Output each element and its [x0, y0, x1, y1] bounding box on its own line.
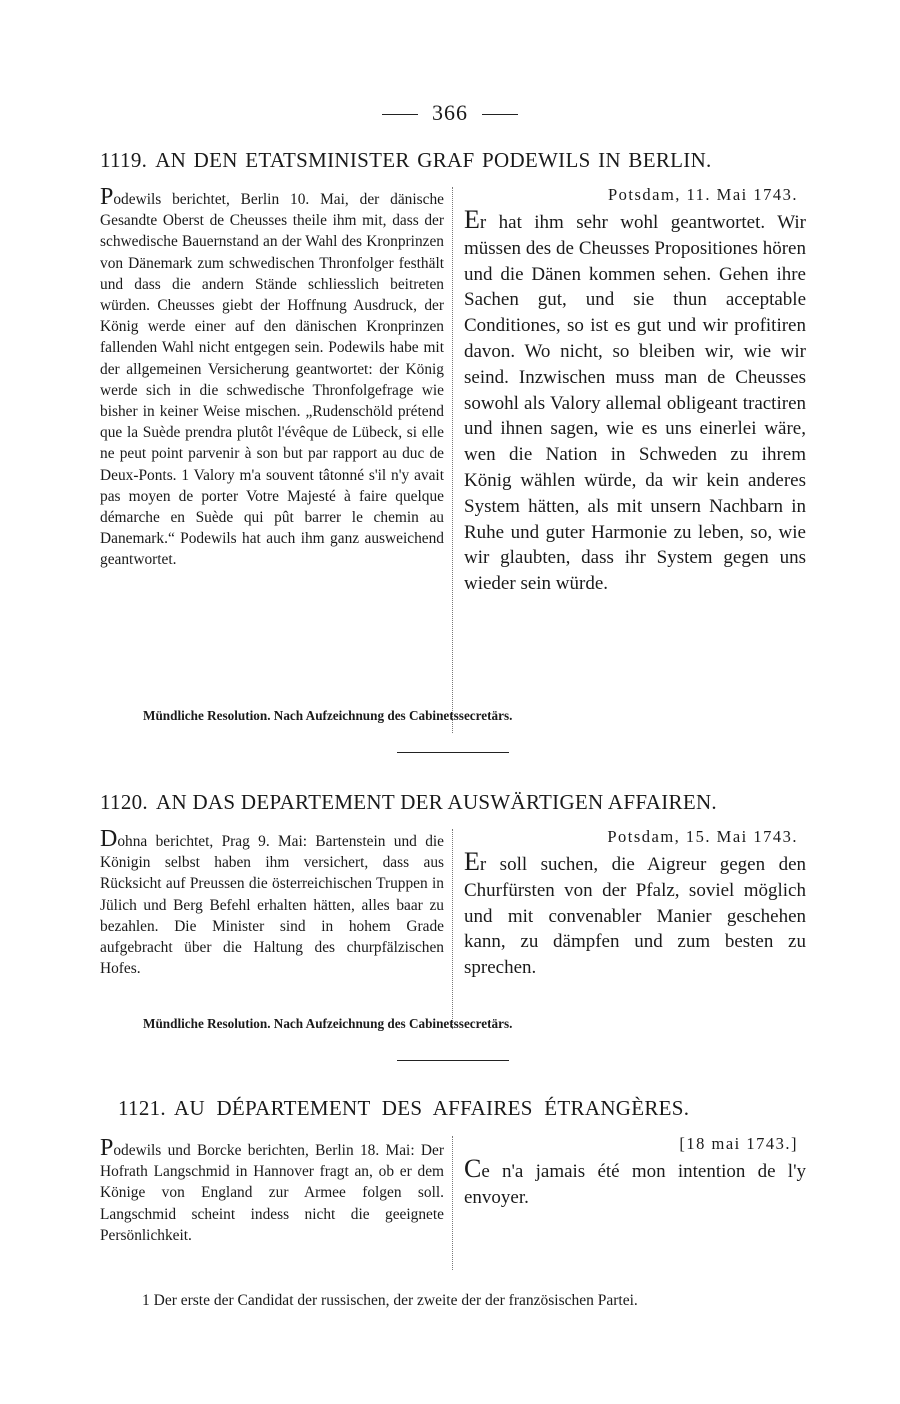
column-divider [452, 1136, 453, 1270]
reply-initial: E [464, 847, 480, 876]
summary-initial: P [100, 184, 114, 210]
footnote: 1 Der erste der Candidat der russischen, der zweite der der französischen Partei. [142, 1292, 638, 1309]
column-divider [452, 187, 453, 733]
column-divider [452, 829, 453, 1029]
entry-note: Mündliche Resolution. Nach Aufzeichnung des Cabinetssecretärs. [143, 1016, 513, 1031]
summary-text [100, 827, 444, 979]
reply-text [464, 825, 806, 981]
entry-number: 1119. [100, 148, 148, 172]
reply-body: r soll suchen, die Aigreur gegen den Churfürsten von der Pfalz, soviel möglich und mit convenabler Manier geschehen kann, zu dämpfen und zum besten zu sprechen. [464, 854, 806, 979]
summary-body: odewils berichtet, Berlin 10. Mai, der dänische Gesandte Oberst de Cheusses theile ihm mit, dass der schwedische Bauernstand an der Wahl des Kronprinzen von Dänemark zum schwedischen Thronfolger festhält und dass die andern Stände schliesslich beitreten würden. Cheusses giebt der Hoffnung Ausdruck, der König werde einer auf den dänischen Kronprinzen fallenden Wahl nicht entgegen sein. Podewils habe mit der allgemeinen Versicherung geantwortet: der König werde sich in die schwedische Thronfolgefrage wie bisher in keiner Weise mischen. „Rudenschöld prétend que la Suède prendra plutôt l'évêque de Lübeck, si elle ne peut point parvenir à son but par rapport au duc de Deux-Ponts. 1 Valory m'a souvent tâtonné s'il n'y avait pas moyen de porter Votre Majesté à faire quelque démarche en Suède qui pût barrer le chemin au Danemark.“ Podewils hat auch ihm ganz ausweichend geantwortet. [100, 191, 444, 569]
page-number [0, 100, 900, 126]
reply-body: e n'a jamais été mon intention de l'y envoyer. [464, 1161, 806, 1208]
reply-initial: C [464, 1154, 482, 1183]
page-number-text: 366 [432, 100, 468, 125]
section-separator [397, 752, 509, 753]
page-number-dash-left [382, 114, 418, 115]
summary-initial: D [100, 826, 118, 852]
entry-heading [118, 1096, 810, 1121]
summary-text [100, 185, 444, 571]
reply-date: [18 mai 1743.] [679, 1134, 798, 1153]
entry-heading [100, 148, 810, 173]
reply-initial: E [464, 205, 480, 234]
reply-body: r hat ihm sehr wohl geantwortet. Wir müssen des de Cheusses Propositiones hören und die Dänen kommen sehen. Gehen ihre Sachen gut, und sie thun acceptable Conditiones, so ist es gut und wir profitiren davon. Wo nicht, so bleiben wir, wie wir seind. Inzwischen muss man de Cheusses sowohl als Valory allemal obligeant tractiren und ihnen sagen, wie es uns einerlei wäre, wen die Nation in Schweden zu ihrem König wählen würde, da wir kein anderes System hätten, als mit unsern Nachbarn in Ruhe und guter Harmonie zu leben, so, wie wir glaubten, dass ihr System gegen uns wieder sein würde. [464, 212, 806, 595]
entry-1119 [100, 148, 810, 595]
entry-title: AN DAS DEPARTEMENT DER AUSWÄRTIGEN AFFAIREN. [155, 790, 717, 814]
section-separator [397, 1060, 509, 1061]
summary-body: odewils und Borcke berichten, Berlin 18. Mai: Der Hofrath Langschmid in Hannover fragt an, ob er dem Könige von England zur Armee folgen soll. Langschmid scheint indess nicht die geeignete Persönlichkeit. [100, 1142, 444, 1244]
reply-text [464, 183, 806, 597]
reply-text [464, 1132, 806, 1211]
page-number-dash-right [482, 114, 518, 115]
summary-text [100, 1136, 444, 1246]
entry-title: AN DEN ETATSMINISTER GRAF PODEWILS IN BERLIN. [155, 148, 712, 172]
reply-date: Potsdam, 15. Mai 1743. [607, 827, 798, 846]
reply-date: Potsdam, 11. Mai 1743. [607, 185, 798, 204]
entry-heading [100, 790, 810, 815]
entry-note: Mündliche Resolution. Nach Aufzeichnung des Cabinetssecretärs. [143, 708, 513, 723]
entry-1120 [100, 790, 810, 979]
summary-initial: P [100, 1135, 114, 1161]
entry-number: 1120. [100, 790, 148, 814]
summary-body: ohna berichtet, Prag 9. Mai: Bartenstein und die Königin selbst haben ihm versichert, dass aus Rücksicht auf Preussen die österreichischen Truppen in Jülich und Berg Befehl erhalten hätten, alles baar zu bezahlen. Die Minister sind in hohem Grade aufgebracht über die Haltung des churpfälzischen Hofes. [100, 833, 444, 978]
entry-title: AU DÉPARTEMENT DES AFFAIRES ÉTRANGÈRES. [173, 1096, 690, 1120]
entry-1121 [118, 1096, 810, 1121]
entry-number: 1121. [118, 1096, 166, 1120]
